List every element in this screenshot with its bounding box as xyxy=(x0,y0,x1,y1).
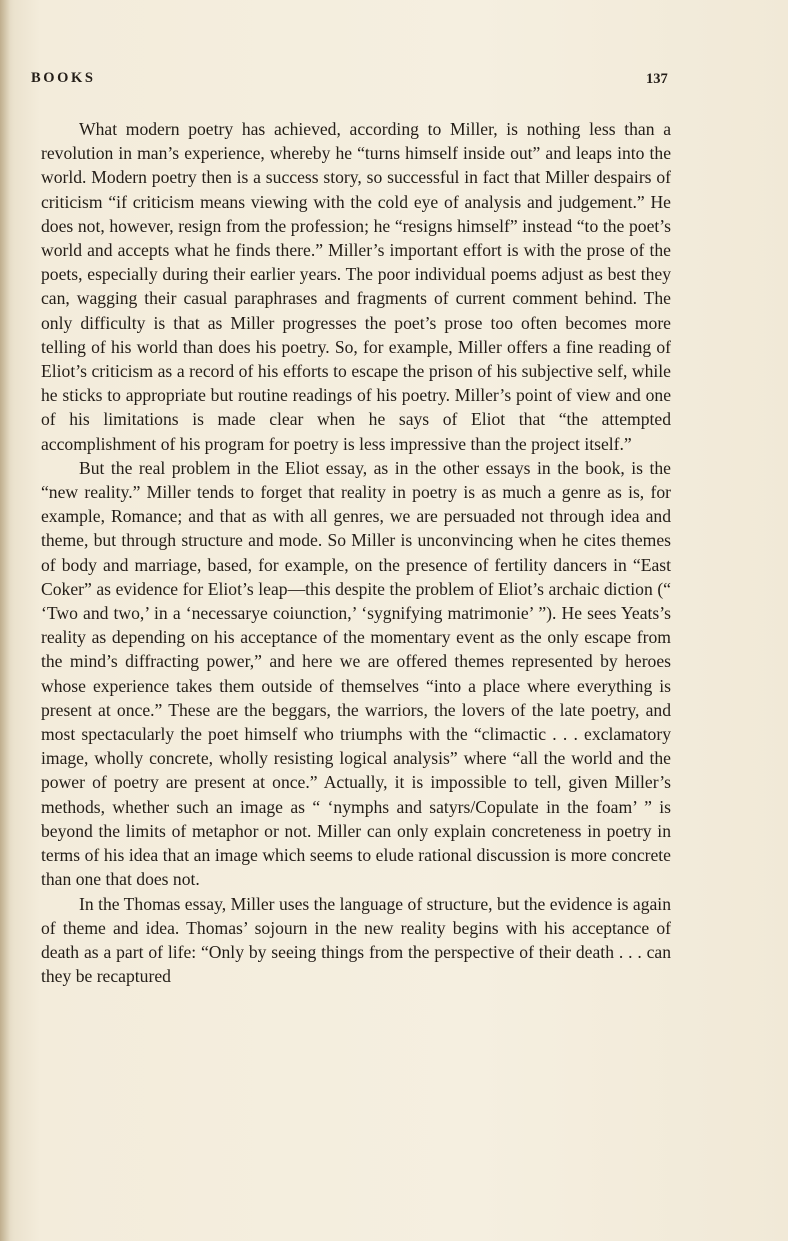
page-gutter-shadow xyxy=(0,0,10,1241)
body-text xyxy=(41,117,671,988)
section-title: BOOKS xyxy=(31,70,96,86)
paragraph-3: In the Thomas essay, Miller uses the language of structure, but the evidence is again of theme and idea. Thomas’ sojourn in the new reality begins with his acceptance of death as a part of life: “Only by seeing things from the perspective of their death . . . can they be recaptured xyxy=(41,893,671,987)
running-head xyxy=(0,70,788,94)
paragraph-2: But the real problem in the Eliot essay, as in the other essays in the book, is the “new reality.” Miller tends to forget that reality in poetry is as much a genre as is, for example, Romance; and that as with all genres, we are persuaded not through idea and theme, but through structure and mode. So Miller is unconvincing when he cites themes of body and marriage, based, for example, on the presence of fertility dancers in “East Coker” as evidence for Eliot’s leap—this despite the problem of Eliot’s archaic diction (“ ‘Two and two,’ in a ‘necessarye coiunction,’ ‘sygnifying matrimonie’ ”). He sees Yeats’s reality as depending on his acceptance of the momentary event as the only escape from the mind’s diffracting power,” and here we are offered themes represented by heroes whose experience takes them outside of themselves “into a place where everything is present at once.” These are the beggars, the warriors, the lovers of the late poetry, and most spectacularly the poet himself who triumphs with the “climactic . . . exclamatory image, wholly concrete, wholly resisting logical analysis” where “all the world and the power of poetry are present at once.” Actually, it is impossible to tell, given Miller’s methods, whether such an image as “ ‘nymphs and satyrs/Copulate in the foam’ ” is beyond the limits of metaphor or not. Miller can only explain concreteness in poetry in terms of his idea that an image which seems to elude rational discussion is more concrete than one that does not. xyxy=(41,457,671,890)
page-number: 137 xyxy=(646,71,668,87)
paragraph-1: What modern poetry has achieved, according to Miller, is nothing less than a revolution in man’s experience, whereby he “turns himself inside out” and leaps into the world. Modern poetry then is a success story, so successful in fact that Miller despairs of criticism “if criticism means viewing with the cold eye of analysis and judgement.” He does not, however, resign from the profession; he “resigns himself” instead “to the poet’s world and accepts what he finds there.” Miller’s important effort is with the prose of the poets, especially during their earlier years. The poor individual poems adjust as best they can, wagging their casual paraphrases and fragments of current comment behind. The only difficulty is that as Miller progresses the poet’s prose too often becomes more telling of his world than does his poetry. So, for example, Miller offers a fine reading of Eliot’s criticism as a record of his efforts to escape the prison of his subjective self, while he sticks to appropriate but routine readings of his poetry. Miller’s point of view and one of his limitations is made clear when he says of Eliot that “the attempted accomplishment of his program for poetry is less impressive than the project itself.” xyxy=(41,119,671,454)
